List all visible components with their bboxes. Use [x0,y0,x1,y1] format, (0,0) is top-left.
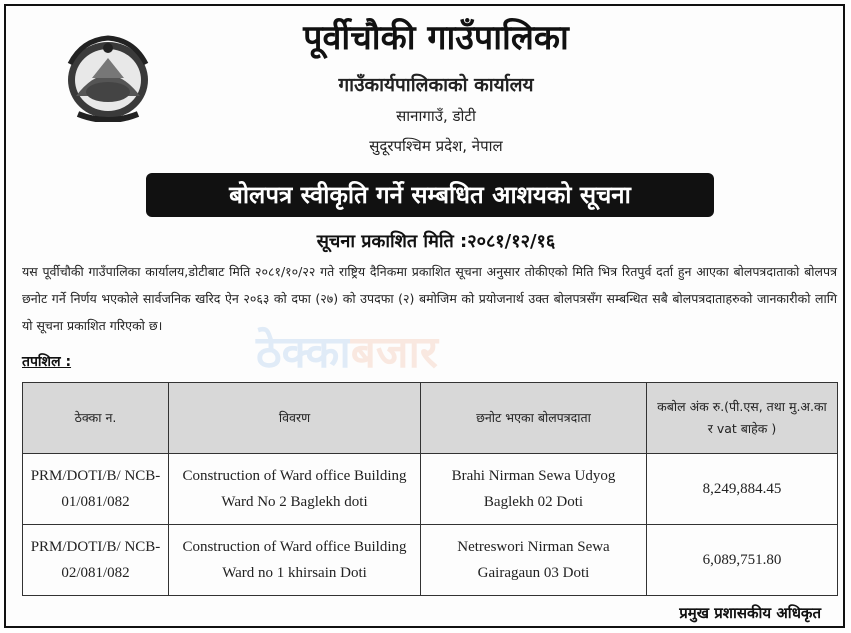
details-label: तपशिल : [22,354,72,370]
header-selected-bidder: छनोट भएका बोलपत्रदाता [421,383,647,454]
cell-selected-bidder: Brahi Nirman Sewa Udyog Baglekh 02 Doti [421,454,647,525]
cell-selected-bidder: Netreswori Nirman Sewa Gairagaun 03 Doti [421,525,647,596]
header-amount: कबोल अंक रु.(पी.एस, तथा मु.अ.का र vat बाहेक ) [647,383,838,454]
table-row [23,454,838,525]
cell-description: Construction of Ward office Building Ward no 1 khirsain Doti [169,525,421,596]
notice-title-banner: बोलपत्र स्वीकृति गर्ने सम्बधित आशयको सूचना [146,173,714,217]
header-description: विवरण [169,383,421,454]
cell-contract-no: PRM/DOTI/B/ NCB-01/081/082 [23,454,169,525]
contracts-table [22,382,838,596]
notice-frame [4,4,845,628]
watermark-part-b: बजार [350,327,438,378]
office-address: सानागाउँ, डोटी [396,107,476,125]
cell-description: Construction of Ward office Building Ward No 2 Baglekh doti [169,454,421,525]
cell-amount: 8,249,884.45 [647,454,838,525]
table-header-row [23,383,838,454]
cell-amount: 6,089,751.80 [647,525,838,596]
watermark-part-a: ठेक्का [256,327,351,378]
office-province: सुदूरपश्चिम प्रदेश, नेपाल [369,137,503,155]
nepal-emblem-icon [62,34,154,122]
table-row [23,525,838,596]
watermark [256,328,438,378]
office-name: पूर्वीचौकी गाउँपालिका [303,18,569,58]
notice-body: यस पूर्वीचौकी गाउँपालिका कार्यालय,डोटीबाट मिति २०८१/१०/२२ गते राष्ट्रिय दैनिकमा प्रकाशित सूचना अनुसार तोकीएको मिति भित्र रितपुर्व दर्ता हुन आएका बोलपत्रदाताको बोलपत्र छनोट गर्ने निर्णय भएकोले सार्वजनिक खरिद ऐन २०६३ को दफा (२७) को उपदफा (२) बमोजिम को प्रयोजनार्थ उक्त बोलपत्रसँग सम्बन्धित सबै बोलपत्रदाताहरुको जानकारीको लागि यो सूचना प्रकाशित गरिएको छ। [22,264,837,333]
header-contract-no: ठेक्का न. [23,383,169,454]
office-subtitle: गाउँकार्यपालिकाको कार्यालय [338,74,534,96]
signature-title: प्रमुख प्रशासकीय अधिकृत [679,604,821,622]
cell-contract-no: PRM/DOTI/B/ NCB-02/081/082 [23,525,169,596]
published-date: सूचना प्रकाशित मिति :२०८१/१२/१६ [316,231,556,252]
